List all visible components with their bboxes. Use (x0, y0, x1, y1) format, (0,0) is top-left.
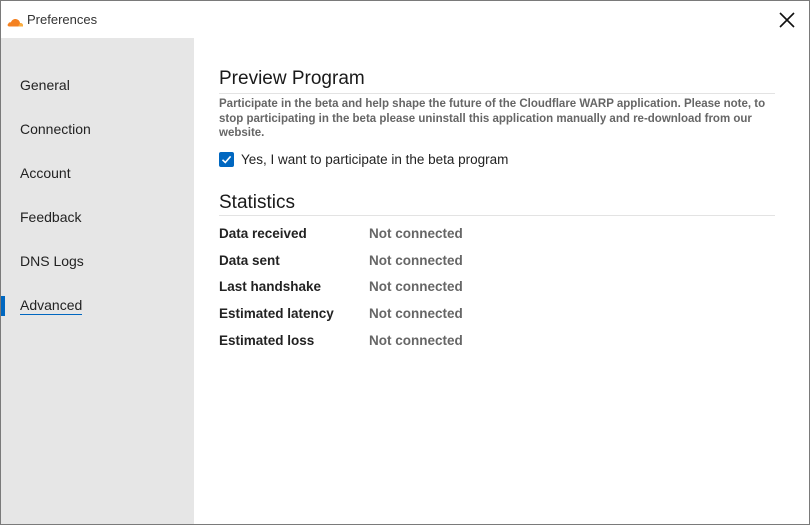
stat-value-last-handshake: Not connected (369, 279, 463, 294)
preview-program-title: Preview Program (219, 68, 365, 89)
sidebar-item-label: Advanced (20, 297, 83, 313)
window-title: Preferences (27, 12, 98, 27)
beta-program-checkbox-row[interactable] (219, 150, 508, 168)
sidebar-item-advanced[interactable] (1, 291, 194, 321)
sidebar-item-label: General (20, 77, 70, 93)
section-divider (219, 93, 775, 94)
beta-program-checkbox-label[interactable]: Yes, I want to participate in the beta program (241, 151, 509, 167)
sidebar (1, 38, 194, 524)
stat-value-estimated-latency: Not connected (369, 306, 463, 321)
active-indicator (1, 296, 5, 316)
cloudflare-logo-icon (7, 14, 24, 32)
stat-label-estimated-loss: Estimated loss (219, 333, 315, 348)
close-icon (779, 12, 795, 28)
advanced-panel (194, 38, 809, 524)
preview-program-description: Participate in the beta and help shape the future of the Cloudflare WARP application. Please note, to stop participating in the beta please uninstall this application manually and re-download from our website. (219, 98, 766, 139)
sidebar-item-label: Feedback (20, 209, 82, 225)
statistics-title: Statistics (219, 192, 296, 213)
sidebar-item-connection[interactable] (1, 115, 194, 145)
sidebar-item-label: Connection (20, 121, 91, 137)
checkmark-icon (221, 154, 232, 165)
close-button[interactable] (765, 1, 809, 38)
title-bar (1, 1, 809, 38)
beta-program-checkbox[interactable] (219, 152, 234, 167)
section-divider (219, 215, 775, 216)
sidebar-item-general[interactable] (1, 71, 194, 101)
stat-label-estimated-latency: Estimated latency (219, 306, 334, 321)
sidebar-item-label: Account (20, 165, 71, 181)
stat-value-data-received: Not connected (369, 226, 463, 241)
sidebar-item-dns-logs[interactable] (1, 247, 194, 277)
stat-label-data-received: Data received (219, 226, 307, 241)
sidebar-item-account[interactable] (1, 159, 194, 189)
sidebar-item-label: DNS Logs (20, 253, 84, 269)
stat-value-data-sent: Not connected (369, 253, 463, 268)
sidebar-item-feedback[interactable] (1, 203, 194, 233)
stat-label-data-sent: Data sent (219, 253, 280, 268)
stat-label-last-handshake: Last handshake (219, 279, 322, 294)
stat-value-estimated-loss: Not connected (369, 333, 463, 348)
